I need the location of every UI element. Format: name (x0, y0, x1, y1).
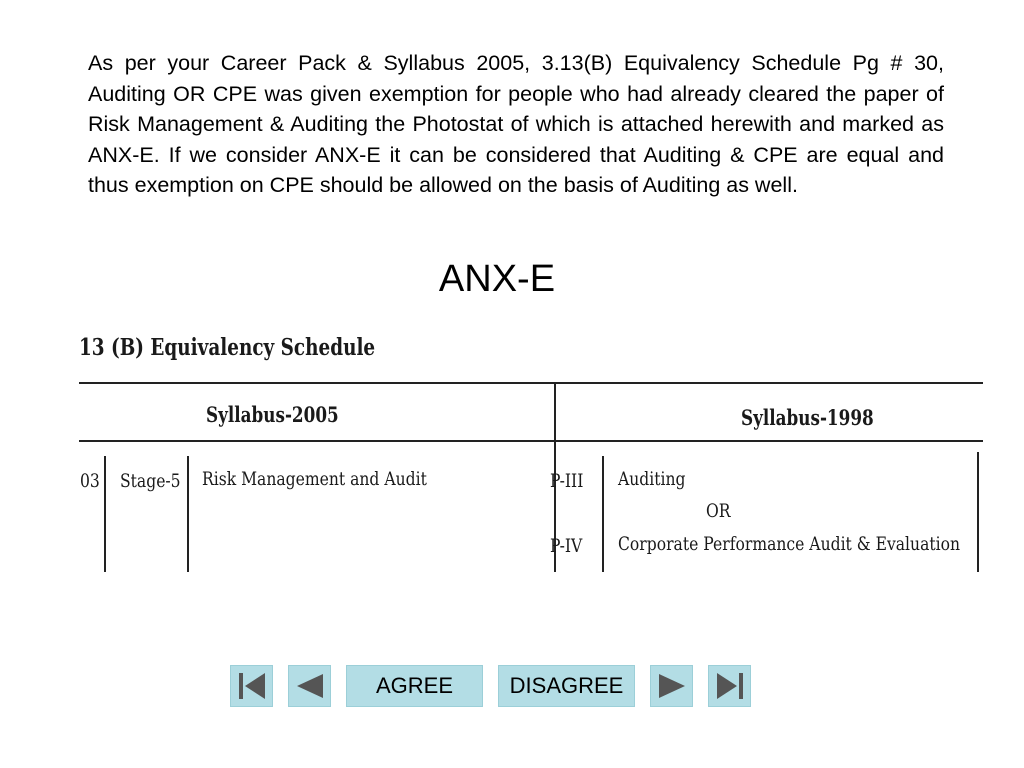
header-bottom-rule (79, 440, 983, 442)
paper-code-2: P-IV (550, 535, 583, 557)
row-border-paper (602, 456, 604, 572)
last-page-icon (713, 669, 747, 703)
first-page-icon (235, 669, 269, 703)
scanned-equivalency-schedule (0, 322, 1024, 577)
subject-cpe: Corporate Performance Audit & Evaluation (618, 533, 961, 555)
column-header-syllabus-2005: Syllabus-2005 (206, 402, 339, 427)
column-header-syllabus-1998: Syllabus-1998 (741, 405, 874, 430)
or-label: OR (706, 500, 731, 522)
table-top-rule (79, 382, 983, 384)
stage-cell: Stage-5 (120, 470, 181, 492)
subject-auditing: Auditing (618, 468, 686, 490)
disagree-label: DISAGREE (509, 673, 624, 698)
agree-button[interactable] (346, 665, 483, 707)
disagree-button[interactable] (498, 665, 635, 707)
row-number: 03 (80, 470, 100, 492)
row-border-stage (187, 456, 189, 572)
agree-label: AGREE (375, 673, 454, 698)
first-page-button[interactable] (230, 665, 273, 707)
last-page-button[interactable] (708, 665, 751, 707)
paper-code-1: P-III (550, 470, 584, 492)
subject-2005-cell: Risk Management and Audit (202, 468, 427, 490)
body-paragraph: As per your Career Pack & Syllabus 2005, 3.13(B) Equivalency Schedule Pg # 30, Auditing OR CPE was given exemption for people who had already cleared the paper of Risk Management & Auditing the Photostat of which is attached herewith and marked as ANX-E. If we consider ANX-E it can be considered that Auditing & CPE are equal and thus exemption on CPE should be allowed on the basis of Auditing as well. (88, 51, 944, 198)
previous-page-button[interactable] (288, 665, 331, 707)
next-page-button[interactable] (650, 665, 693, 707)
previous-page-icon (293, 669, 327, 703)
row-border-right (977, 452, 979, 572)
next-page-icon (655, 669, 689, 703)
schedule-heading: 13 (B) Equivalency Schedule (79, 334, 376, 361)
annex-title: ANX-E (438, 258, 556, 300)
row-border-left (104, 456, 106, 572)
